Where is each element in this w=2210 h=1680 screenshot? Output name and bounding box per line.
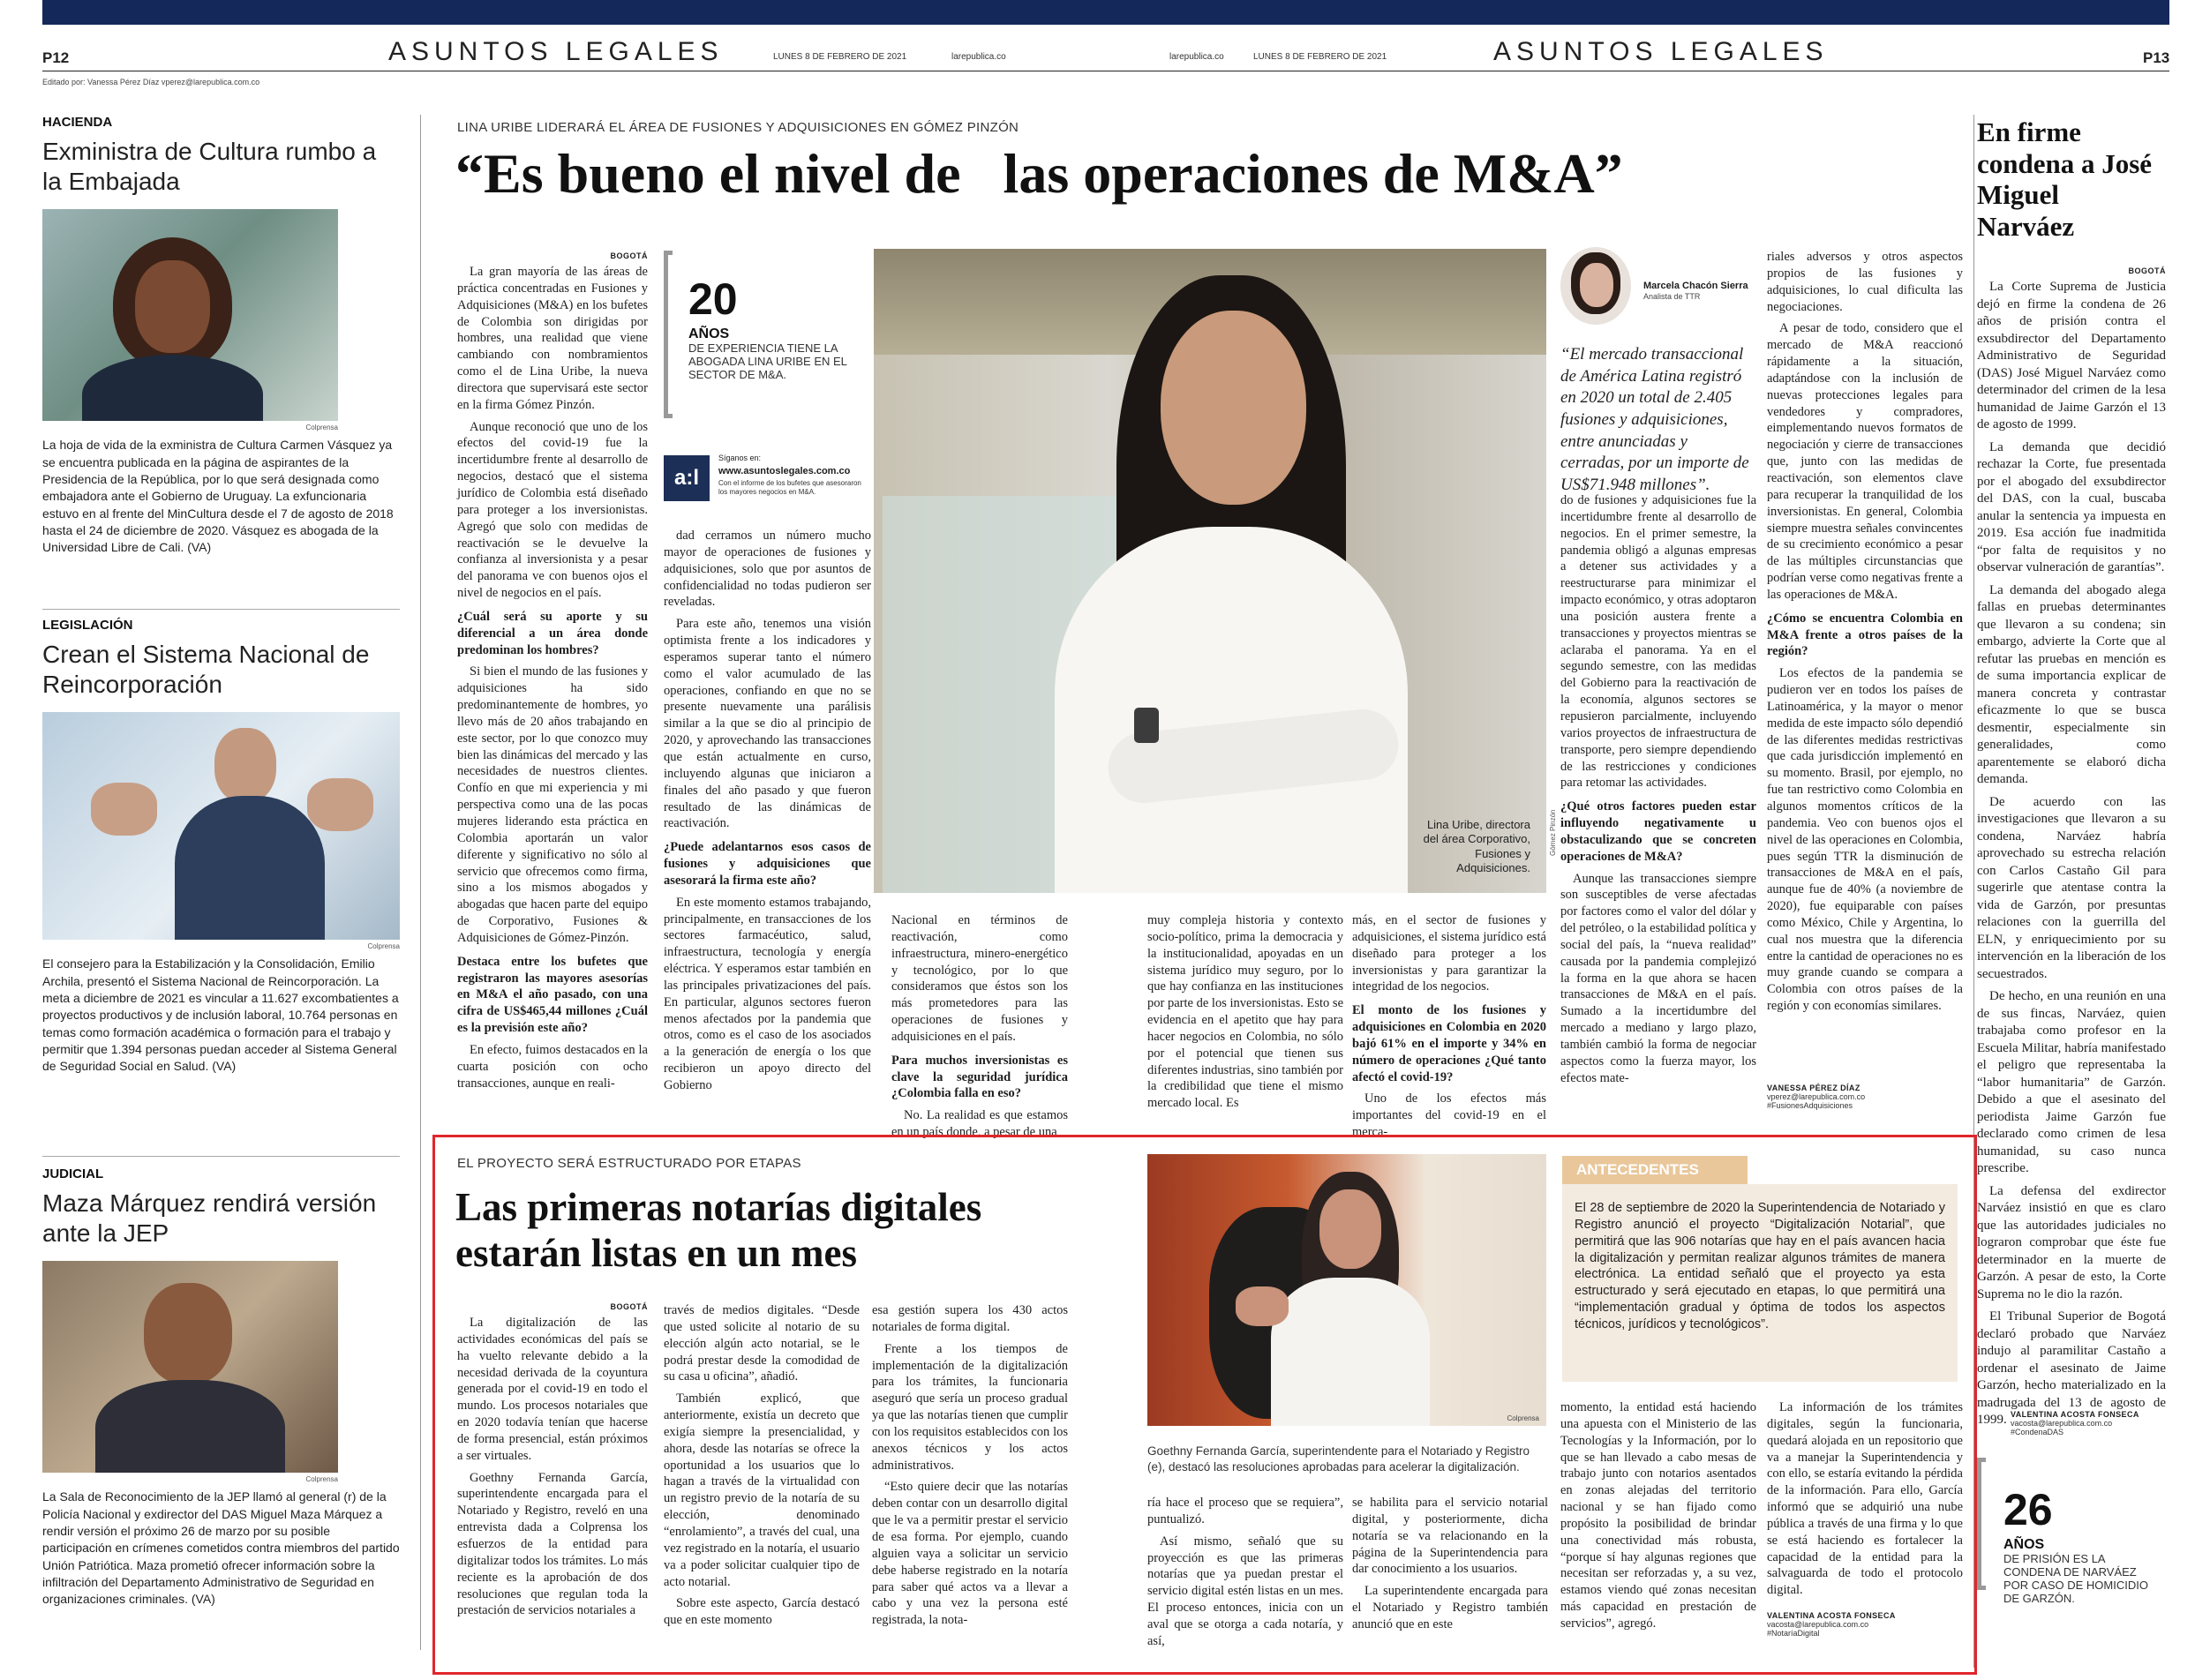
brief-title: Exministra de Cultura rumbo a la Embajada (42, 138, 377, 196)
bottom-column-7 (1767, 1399, 1963, 1604)
question: ¿Qué otros factores pueden estar influyendo negativamente u obstaculizando que se concreten operaciones de M&A? (1560, 799, 1756, 864)
paragraph: El Tribunal Superior de Bogotá declaró probado que Narváez indujo al paramilitar Castaño a ordenar el asesinato de Jaime Garzón, hecho materializado en la madrugada del 13 de agosto de 1999. (1977, 1309, 2166, 1427)
fact-text: DE EXPERIENCIA TIENE LA ABOGADA LINA URIBE EN EL SECTOR DE M&A. (688, 341, 847, 381)
byline-hashtag[interactable]: #NotaríaDigital (1767, 1629, 1820, 1638)
main-headline: “Es bueno el nivel de las operaciones de M&A” (455, 142, 1623, 205)
section-title-right: ASUNTOS LEGALES (1493, 37, 1829, 66)
bottom-byline (1767, 1611, 1963, 1638)
sidebar-column (1977, 266, 2166, 1435)
brief-hacienda (42, 115, 400, 557)
question: El monto de los fusiones y adquisiciones en Colombia en 2020 bajó 61% en el importe y 34% en número de operaciones ¿Qué tanto afectó el covid-19? (1352, 1003, 1546, 1084)
paragraph: do de fusiones y adquisiciones fue la incertidumbre frente al desarrollo de negocios. En el primer semestre, la pandemia obligó a algunas empresas a detener sus actividades y a reestructurarse para minimizar el impacto económico, y otras adoptaron una posición austera frente a transacciones y proyectos mientras se aclaraba el panorama. Ya en el segundo semestre, con las medidas del Gobierno para la reactivación de la economía, algunos sectores se repusieron parcialmente, incluyendo varios proyectos de infraestructura de transporte, pero siempre dependiendo de las restricciones y condiciones para retomar las actividades. (1560, 493, 1756, 791)
brief-legislacion (42, 618, 400, 1076)
headline-line: Las primeras notarías digitales (455, 1185, 982, 1229)
analyst-photo (1560, 247, 1631, 325)
paragraph: esa gestión supera los 430 actos notariales de forma digital. (872, 1303, 1068, 1334)
lina-uribe-photo (874, 249, 1546, 893)
main-column-6 (1560, 492, 1756, 1092)
web-url[interactable]: www.asuntoslegales.com.co (718, 466, 851, 476)
fact-number: 26 (2003, 1485, 2053, 1534)
paragraph: Los efectos de la pandemia se pudieron ver en todos los países de Latinoamérica, y la mayor o menor medida de este impacto sólo dependió de las diferentes medidas restrictivas que cada jurisdicción implementó en su momento. Brasil, por ejemplo, no fue tan restrictivo como Colombia en algunos momentos críticos de la pandemia. Veo con buenos ojos el nivel de las operaciones en Colombia, pues según TTR la disminución de transacciones de M&A en el país, aunque fue de 40% (a noviembre de 2020), fue equiparable con países como México, Chile y Argentina, lo cual nos muestra que la diferencia entre la cantidad de operaciones no es muy grande cuando se compara a Colombia con otros países de la región y con economías similares. (1767, 666, 1963, 1014)
paragraph: dad cerramos un número mucho mayor de operaciones de fusiones y adquisiciones, solo que por asuntos de confidencialidad no todas pudieron ser reveladas. (664, 529, 871, 610)
paragraph: No. La realidad es que estamos en un país donde, a pesar de una (891, 1108, 1068, 1140)
paragraph: En efecto, fuimos destacados en la cuarta posición con ocho transacciones, aunque en reali- (457, 1042, 648, 1091)
brief-judicial (42, 1166, 400, 1609)
bottom-column-2 (664, 1302, 860, 1634)
main-column-2 (664, 528, 871, 1099)
question: ¿Cómo se encuentra Colombia en M&A frente a otros países de la región? (1767, 611, 1963, 659)
paragraph: Aunque reconoció que uno de los efectos del covid-19 fue la incertidumbre frente al desarrollo de negocios, destacó que el sistema jurídico de Colombia está diseñado para proteger a los inversionistas. Agregó que solo con medidas de reactivación se le devuelve la confianza al inversionista y a pesar del panorama ve con buenos ojos el nivel de negocios en el país. (457, 419, 648, 601)
brief-kicker: JUDICIAL (42, 1166, 104, 1181)
paragraph: La digitalización de las actividades económicas del país se ha vuelto relevante debido a la necesidad derivada de la coyuntura generada por el covid-19 en todo el mundo. Los procesos notariales que en 2020 todavía tenían que hacerse de forma presencial, están próximos a ser virtuales. (457, 1316, 648, 1463)
date-right: LUNES 8 DE FEBRERO DE 2021 (1253, 52, 1387, 62)
byline-name: VALENTINA ACOSTA FONSECA (2011, 1410, 2139, 1419)
garcia-photo (1147, 1154, 1546, 1426)
vasquez-photo (42, 209, 338, 421)
paragraph: momento, la entidad está haciendo una apuesta con el Ministerio de las Tecnologías y la Información, por lo que se han llevado a cabo mesas de trabajo junto con notarios asentados en zonas alejadas del territorio nacional y se han fijado como propósito la posibilidad de brindar una conectividad más robusta, “porque sí hay algunas regiones que necesitan ser reforzadas y, a su vez, estamos viendo qué zonas necesitan más capacidad en prestación de servicios”, agregó. (1560, 1400, 1756, 1631)
page-number-right: P13 (2143, 49, 2170, 66)
paragraph: La demanda que decidió rechazar la Corte, fue presentada por el abogado del exsubdirector del DAS, con la cual, buscaba anular la sentencia ya impuesta en 2019. Esa acción fue inadmitida “por falta de requisitos y no observar vulneración de garantías”. (1977, 439, 2166, 574)
dateline-location: BOGOTÁ (610, 251, 648, 260)
paragraph: Frente a los tiempos de implementación de la digitalización para los trámites, la funcionaria aseguró que sería un proceso gradual ya que las notarías tienen que cumplir con los requisitos establecidos con los anexos técnicos y los actos administrativos. (872, 1341, 1068, 1473)
paragraph: Sobre este aspecto, García destacó que en este momento (664, 1596, 860, 1628)
paragraph: ría hace el proceso que se requiera”, puntualizó. (1147, 1496, 1343, 1526)
paragraph: También explicó, que anteriormente, existía un decreto que exigía siempre la presencialidad, y ahora, desde las notarías se ofrece la oportunidad a los usuarios que lo hagan a través de la virtualidad con un registro previo de la notaría de su elección, denominado “enrolamiento”, a través del cual, una vez registrado en la notaría, el usuario va a poder solicitar cualquier tipo de acto notarial. (664, 1391, 860, 1589)
main-kicker: LINA URIBE LIDERARÁ EL ÁREA DE FUSIONES Y ADQUISICIONES EN GÓMEZ PINZÓN (457, 120, 1019, 135)
byline-name: VALENTINA ACOSTA FONSECA (1767, 1611, 1896, 1620)
paragraph: Así mismo, señaló que su proyección es que las primeras notarías que ya puedan prestar el servicio digital estén listas en un mes. El proceso entonces, inicia con un aval que se otorga a cada notaría, y así, (1147, 1534, 1343, 1648)
pull-quote: “El mercado transaccional de América Latina registró en 2020 un total de 2.405 fusiones y adquisiciones, entre anunciadas y cerradas, por un importe de US$71.948 millones”. (1560, 345, 1749, 495)
brief-text: El consejero para la Estabilización y la Consolidación, Emilio Archila, presentó el Sistema Nacional de Reincorporación. La meta a diciembre de 2021 es vincular a 11.627 excombatientes a proyectos productivos y de inclusión laboral, 10.764 personas en temas como formación académica o formación para el trabajo y permitir que 1.394 personas puedan acceder al Sistema General de Seguridad Social en Salud. (VA) (42, 956, 399, 1074)
bottom-column-3 (872, 1302, 1068, 1634)
question: Destaca entre los bufetes que registraron las mayores asesorías en M&A el año pasado, con una cifra de US$465,44 millones ¿Cuál es la previsión este año? (457, 954, 648, 1036)
sidebar-headline: En firme condena a José Miguel Narváez (1977, 116, 2153, 242)
photo-credit: Colprensa (305, 1475, 338, 1484)
question: ¿Puede adelantarnos esos casos de fusiones y adquisiciones que asesorará la firma este año? (664, 840, 871, 888)
paragraph: De acuerdo con las investigaciones que llevaron a su condena, Narváez habría aprovechado su estrecha relación con Carlos Castaño Gil para sugerirle que atentase contra la vida de Garzón, por presuntas relaciones con la guerrilla del ELN, y enriquecimiento por su intervención en la liberación de los secuestrados. (1977, 794, 2166, 981)
paragraph: La información de los trámites digitales, según la funcionaria, quedará alojada en un repositorio que va a manejar la Superintendencia y con ello, se estaría evitando la pérdida de la información. Para ello, García informó que se adquirió una nube pública a través de una firma y lo que se está haciendo es fortalecer la capacidad de la entidad para la salvaguarda de todo el protocolo digital. (1767, 1400, 1963, 1598)
sidebar-byline (2011, 1410, 2169, 1436)
paragraph: La gran mayoría de las áreas de práctica concentradas en Fusiones y Adquisiciones (M&A) en los bufetes de Colombia son dirigidas por hombres, una realidad que viene cambiando con nombramientos como el de Lina Uribe, la nueva directora que supervisará este sector en la firma Gómez Pinzón. (457, 265, 648, 412)
paragraph: De hecho, en una reunión en una de sus fincas, Narváez, quien trabajaba como profesor en la Escuela Militar, habría manifestado el peligro que representaba la “labor humanitaria” de Garzón. Debido a que el asesinato del periodista Jaime Garzón fue declarado como crimen de lesa humanidad, su caso nunca prescribe. (1977, 989, 2166, 1175)
date-left: LUNES 8 DE FEBRERO DE 2021 (773, 52, 907, 62)
bottom-kicker: EL PROYECTO SERÁ ESTRUCTURADO POR ETAPAS (457, 1156, 801, 1171)
fact-box-20 (664, 251, 871, 418)
main-column-3 (891, 912, 1068, 1146)
main-column-7 (1767, 249, 1963, 1020)
maza-photo (42, 1261, 338, 1473)
page-number-left: P12 (42, 49, 70, 66)
paragraph: través de medios digitales. “Desde que usted solicite al notario de su elección algún acto notarial, se le podrá prestar desde la comodidad de su casa u oficina”, añadió. (664, 1303, 860, 1384)
section-title-left: ASUNTOS LEGALES (388, 37, 724, 66)
bottom-column-1 (457, 1302, 648, 1624)
paragraph: Nacional en términos de reactivación, como infraestructura, minero-energético y tecnológico, por lo que consideramos que éstos son los más prometedores para las operaciones de fusiones y adquisiciones en el país. (891, 913, 1068, 1044)
asuntos-legales-logo-icon: a:l (664, 455, 710, 501)
brief-kicker: HACIENDA (42, 115, 113, 130)
brief-title: Maza Márquez rendirá versión ante la JEP (42, 1189, 377, 1248)
byline-email[interactable]: vacosta@larepublica.com.co (2011, 1419, 2113, 1428)
fact-text: DE PRISIÓN ES LA CONDENA DE NARVÁEZ POR CASO DE HOMICIDIO DE GARZÓN. (2003, 1552, 2148, 1605)
brief-text: La hoja de vida de la exministra de Cultura Carmen Vásquez ya se encuentra publicada en la página de aspirantes de la Presidencia de la República, por lo que será designada como embajadora ante el Gobierno de Uruguay. La exfuncionaria estuvo en al frente del MinCultura desde el 7 de agosto de 2018 hasta el 24 de diciembre de 2020. Vásquez es abogada de la Universidad Libre de Cali. (VA) (42, 438, 394, 555)
paragraph: se habilita para el servicio notarial digital, y posteriormente, dicha notaría se va relacionando en la página de la Superintendencia para dar conocimiento a los usuarios. (1352, 1496, 1548, 1577)
photo-credit: Colprensa (367, 942, 400, 951)
follow-label: Síganos en: (718, 454, 762, 462)
antecedentes-tab: ANTECEDENTES (1562, 1156, 1748, 1184)
paragraph: riales adversos y otros aspectos propios de las fusiones y adquisiciones, lo cual dificulta las negociaciones. (1767, 250, 1963, 314)
byline-hashtag[interactable]: #FusionesAdquisiciones (1767, 1101, 1853, 1110)
paragraph: Aunque las transacciones siempre son susceptibles de verse afectadas por factores como el valor del dólar y del petróleo, o la estabilidad política y social del país, la “nueva realidad” causada por la pandemia complejizó la forma en la que ahora se hacen transacciones de M&A en el país. Sumado a la incertidumbre del mercado a mediano y largo plazo, también cambió la forma de negociar aspectos como la fuerza mayor, los efectos mate- (1560, 871, 1756, 1085)
column-rule (420, 115, 421, 1650)
dateline-location: BOGOTÁ (610, 1302, 648, 1311)
main-column-1 (457, 251, 648, 1098)
question: Para muchos inversionistas es clave la seguridad jurídica ¿Colombia falla en eso? (891, 1053, 1068, 1101)
fact-label: AÑOS (688, 326, 730, 341)
web-promo[interactable] (664, 450, 871, 512)
photo-credit: Colprensa (305, 424, 338, 432)
brief-kicker: LEGISLACIÓN (42, 618, 133, 633)
web-description: Con el informe de los bufetes que asesoraron los mayores negocios en M&A. (718, 479, 861, 496)
paragraph: La Corte Suprema de Justicia dejó en firme la condena de 26 años de prisión contra el exsubdirector del Departamento Administrativo de Seguridad (DAS) José Miguel Narváez como determinador del crimen de la lesa humanidad de Jaime Garzón el 13 de agosto de 1999. (1977, 280, 2166, 431)
antecedentes-box: El 28 de septiembre de 2020 la Superintendencia de Notariado y Registro anunció el proyecto “Digitalización Notarial”, que permitirá que las 906 notarías que hay en el país avancen hacia la digitalización y permitan realizar algunos trámites de manera electrónica. La entidad señaló que el proyecto ya esta estructurado y será ejecutado en etapas, lo que permitirá una “implementación gradual y óptima de todos los aspectos técnicos, jurídicos y tecnológicos”. (1562, 1184, 1958, 1382)
photo-credit: Colprensa (1507, 1414, 1539, 1422)
paragraph: Si bien el mundo de las fusiones y adquisiciones ha sido predominantemente de hombres, yo llevo más de 20 años trabajando en este sector, por lo que conozco muy bien las dinámicas del mercado y las necesidades de nuestros clientes. Confío en que mi experiencia y mi perspectiva como una de las pocas mujeres liderando esta práctica en Colombia aportarán un valor diferente y significativo no sólo al servicio que ofrecemos como firma, sino a los mismos abogados y abogadas que hacen parte del equipo de Corporativo, Fusiones & Adquisiciones de Gómez-Pinzón. (457, 664, 648, 945)
fact-box-26 (1977, 1458, 2169, 1605)
main-byline (1767, 1084, 1963, 1110)
paragraph: Goethny Fernanda García, superintendente encargada para el Notariado y Registro, reveló en una entrevista dada a Colprensa los esfuerzos de la entidad para digitalizar todos los trámites. Lo más reciente es la aprobación de dos resoluciones que regulan toda la prestación de servicios notariales a (457, 1470, 648, 1618)
paragraph: La superintendente encargada para el Notariado y Registro también anunció que en este (1352, 1584, 1548, 1631)
paragraph: más, en el sector de fusiones y adquisiciones, el sistema jurídico está diseñado para proteger a los inversionistas y para garantizar la integridad de los negocios. (1352, 913, 1546, 994)
brief-divider (42, 1156, 400, 1157)
dateline-location: BOGOTÁ (2128, 266, 2166, 275)
byline-name: VANESSA PÉREZ DÍAZ (1767, 1084, 1860, 1092)
headline-line: estarán listas en un mes (455, 1231, 858, 1276)
site-left[interactable]: larepublica.co (951, 52, 1006, 62)
bottom-column-5 (1352, 1495, 1548, 1639)
main-column-4 (1147, 912, 1343, 1117)
paragraph: Uno de los efectos más importantes del covid-19 en el merca- (1352, 1091, 1546, 1140)
byline-email[interactable]: vacosta@larepublica.com.co (1767, 1620, 1869, 1629)
main-column-5 (1352, 912, 1546, 1146)
paragraph: La demanda del abogado alega fallas en pruebas determinantes que llevaron a su condena; sin embargo, advierte la Corte que al refutar las pruebas en mención es de suma importancia explicar de manera concreta y contrastar eficazmente lo que se busca desmentir, especialmente sin generalidades, como aparentemente se elaboró dicha demanda. (1977, 582, 2166, 786)
brief-divider (42, 609, 400, 610)
paragraph: Para este año, tenemos una visión optimista frente a los indicadores y esperamos superar tanto el número como el valor acumulado de las operaciones, confiando en que no se presente nuevamente una parálisis similar a la que se dio al principio de 2020, y aprovechando las transacciones que están actualmente en curso, incluyendo algunas que iniciaron a finales del año pasado y que fueron resultado de las dinámicas de reactivación. (664, 617, 871, 831)
brief-text: La Sala de Reconocimiento de la JEP llamó al general (r) de la Policía Nacional y exdirector del DAS Miguel Maza Márquez a rendir versión el próximo 26 de marzo por su posible participación en crímenes cometidos contra miembros del partido Unión Patriótica. Maza prometió ofrecer información sobre la infiltración del Departamento Administrativo de Seguridad en organizaciones criminales. (VA) (42, 1489, 400, 1607)
analyst-role: Analista de TTR (1643, 291, 1701, 301)
paragraph: muy compleja historia y contexto socio-político, prima la democracia y la institucionalidad, apoyadas en un sistema jurídico muy seguro, por lo que hay confianza en las instituciones por parte de los inversionistas. Esto se evidencia en el apetito que hay para hacer negocios en Colombia, no sólo por el potencial que tienen sus diferentes industrias, sino también por la credibilidad que tiene el mismo mercado local. Es (1147, 913, 1343, 1111)
paragraph: En este momento estamos trabajando, principalmente, en transacciones de los sectores farmacéutico, salud, infraestructura, tecnología y energía eléctrica. Y esperamos estar también en las principales privatizaciones del país. En particular, algunos sectores fueron menos afectados por la pandemia que otros, como es el caso de los asociados a la generación de energía o los que recibieron un apoyo directo del Gobierno (664, 895, 871, 1092)
photo-caption: Goethny Fernanda García, superintendente para el Notariado y Registro (e), destacó las resoluciones aprobadas para acelerar la digitalización. (1147, 1444, 1530, 1474)
photo-caption: Lina Uribe, directora del área Corporativo, Fusiones y Adquisiciones. (1423, 818, 1530, 874)
byline-email[interactable]: vperez@larepublica.com.co (1767, 1092, 1866, 1101)
analyst-box (1560, 247, 1763, 497)
site-right[interactable]: larepublica.co (1169, 52, 1224, 62)
editor-credit: Editado por: Vanessa Pérez Díaz vperez@larepublica.com.co (42, 78, 260, 86)
fact-label: AÑOS (2003, 1537, 2045, 1552)
bottom-headline (455, 1184, 981, 1276)
paragraph: “Esto quiere decir que las notarías deben contar con un desarrollo digital que le va a permitir prestar el servicio de esa forma. Por ejemplo, cuando alguien vaya a solicitar un servicio debe haberse registrado en la notaría para saber qué actos va a llevar a cabo y una vez la persona esté registrada, la nota- (872, 1480, 1068, 1628)
paragraph: A pesar de todo, considero que el mercado de M&A reaccionó rápidamente a la situación, adaptándose con la inclusión de nuevas protecciones legales para vendedores y compradores, eimplementando nuevos formatos de negociación y cierre de transacciones que, junto con las medidas de reactivación, son elementos clave para recuperar la tranquilidad de los inversionistas. En general, Colombia siempre muestra señales convincentes de su crecimiento económico a pesar de las múltiples circunstancias que podrían verse como negativas frente a las operaciones de M&A. (1767, 321, 1963, 602)
paragraph: La defensa del exdirector Narváez insistió en que es claro que las autoridades judiciales no lograron comprobar que éste fue determinador en la muerte de Garzón. A pesar de esto, la Corte Suprema no le dio la razón. (1977, 1183, 2166, 1301)
fact-number: 20 (688, 274, 738, 324)
question: ¿Cuál será su aporte y su diferencial a un área donde predominan los hombres? (457, 609, 648, 657)
photo-credit: Gómez Pinzón (1549, 809, 1557, 856)
archila-photo (42, 712, 400, 940)
brief-title: Crean el Sistema Nacional de Reincorporación (42, 641, 370, 699)
bottom-column-4 (1147, 1495, 1343, 1655)
bottom-column-6 (1560, 1399, 1756, 1638)
byline-hashtag[interactable]: #CondenaDAS (2011, 1428, 2064, 1436)
analyst-name: Marcela Chacón Sierra (1643, 281, 1748, 291)
masthead-bar (42, 0, 2169, 25)
